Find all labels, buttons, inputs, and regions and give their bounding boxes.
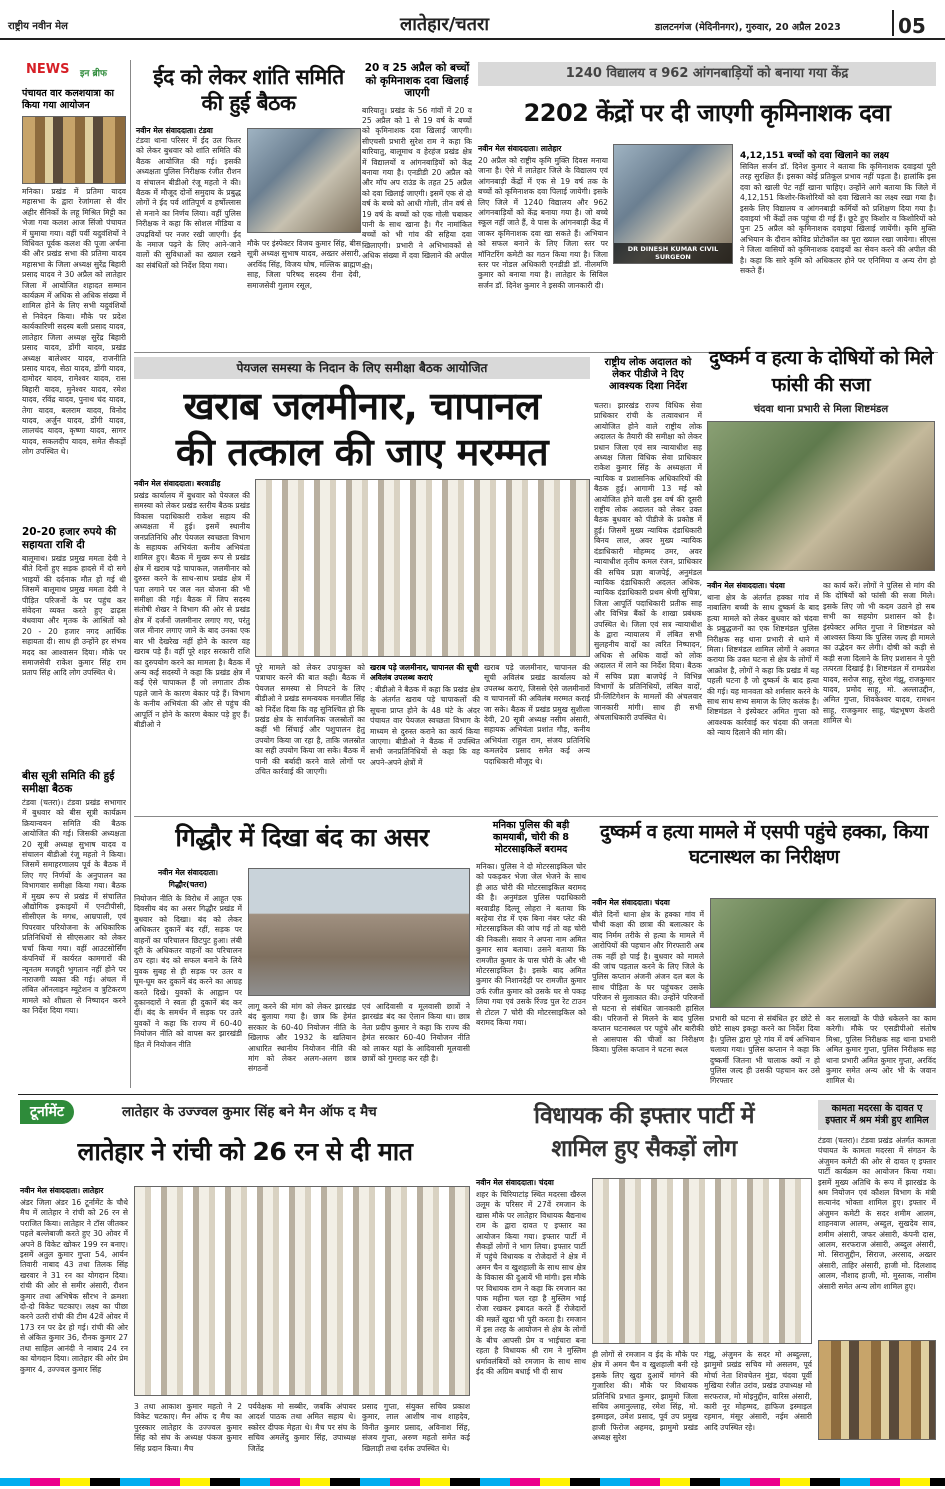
deworm-small-headline: 20 व 25 अप्रैल को बच्चों को कृमिनाशक दवा खिलाई जाएगी xyxy=(364,62,470,99)
sp-visit-photo xyxy=(710,898,936,1008)
death-sentence-body: थाना क्षेत्र के अंतर्गत हक्का गांव में नाबालिग बच्ची के साथ दुष्कर्म के बाद हत्या मामले को लेकर बुधवार को चंदवा के प्रबुद्धजनों का एक शिष्टमंडल पुलिस निरीक्षक सह थाना प्रभारी से थाने में मिला। शिष्टमंडल शामिल लोगों ने अवगत कराया कि उक्त घटना से क्षेत्र के लोगों में आक्रोश है, लोगों ने कहा कि प्रखंड में यह पहली घटना है जो दुष्कर्म के बाद हत्या की गई। यह मानवता को शर्मसार करने के साथ साथ सभ्य समाज के लिए कलंक है। शिष्टमंडल ने इंस्पेक्टर अमित गुप्ता को आवश्यक कार्रवाई कर चंदवा की जनता को न्याय दिलाने की मांग की। xyxy=(707,593,819,738)
death-sentence-byline: नवीन मेल संवाददाता। चंदवा xyxy=(707,581,785,590)
manika-story xyxy=(476,820,586,1088)
sp-visit-body: बीते दिनों थाना क्षेत्र के हक्का गांव में चौथी कक्षा की छात्रा की बलात्कार के बाद निर्मम तरीके से हत्या के मामले में आरोपियों की पहचान और गिरफ्तारी अब तक नहीं हो पाई है। बुधवार को मामले की जांच पड़ताल करने के लिए जिले के पुलिस कप्तान अंजनी अंजन दल बल के साथ पीड़िता के घर पहुंचकर उसके परिजन से मुलाकात की। उन्होंने परिजनों से घटना से संबंधित जानकारी हासिल की। परिजनों से मिलने के बाद पुलिस कप्तान घटनास्थल पर पहुंचे और बारीकी से आसपास की चीजों का निरीक्षण किया। पुलिस कप्तान ने घटना स्थल xyxy=(592,910,704,1055)
divider xyxy=(892,10,894,36)
paper-logo: राष्ट्रीय नवीन मेल xyxy=(8,21,68,32)
water-byline: नवीन मेल संवाददाता। बरवाडीह xyxy=(134,479,221,488)
death-sentence-subhead: चंदवा थाना प्रभारी से मिला शिष्टमंडल xyxy=(753,404,889,415)
brief1-headline: पंचायत वार कलशयात्रा का किया गया आयोजन xyxy=(22,88,114,111)
iftar-headline-2: शामिल हुए सैकड़ों लोग xyxy=(551,1136,737,1162)
tournament-body3: पर्यवेक्षक मो सब्बीर, जबकि अंपायर आदर्श पाठक तथा अमित सहाय थे। स्कोरर दीपक मेहता थे। मैच पर संघ के सचिव अमलेंदु कुमार सिंह, उपाध्यक्ष जितेंद्र xyxy=(248,1402,356,1453)
lead-body: 20 अप्रैल को राष्ट्रीय कृमि मुक्ति दिवस मनाया जाना है। ऐसे में लातेहार जिले के विद्यालय एवं आंगनबाड़ी केंद्रों में एक से 19 वर्ष तक के बच्चों को कृमिनाशक दवा पिलाई जायेगी। इसके लिए जिले में 1240 विद्यालय और 962 आंगनबाड़ियों को केंद्र बनाया गया है। जो बच्चे स्कूल नहीं जाते हैं, वे पास के आंगनबाड़ी केंद्र में जाकर कृमिनाशक दवा खा सकते हैं। अभियान को सफल बनाने के लिए जिला स्तर पर मॉनिटरिंग कमेटी का गठन किया गया है। जिला स्तर पर नोडल अधिकारी एनडीडी डॉ. नीलमणि कुमार को बनाया गया है। लातेहार के सिविल सर्जन डॉ. दिनेश कुमार ने इसकी जानकारी दी। xyxy=(478,156,608,290)
minister-body: टंडवा (चतरा)। टंडवा प्रखंड अंतर्गत कामता पंचायत के कामता मदरसा में संगठन के अंजुमन कमेटी की ओर से दावत ए इफ्तार पार्टी कार्यक्रम का आयोजन किया गया। इसमें मुख्य अतिथि के रूप में झारखंड के श्रम नियोजन एवं कौशल विभाग के मंत्री सत्यानंद भोक्ता शामिल हुए। इफ्तार में अंजुमन कमेटी के सदर शमीम आलम, शाहनवाज आलम, अब्दुल, सुखदेव साव, शमीम अंसारी, जफर अंसारी, कंपनी दास, आलम, सरफराज अंसारी, अब्दुल अंसारी, मो. सिराजुद्दीन, सिराज, अरसाद, अख्तर अंसारी, ताहिर अंसारी, हाजी मो. दिलशाद आलम, नौशाद हाजी, मो. मुस्ताक, नासीम अंसारी समेत अन्य लोग शामिल हुए। xyxy=(818,1136,936,1291)
eid-body: टंडवा थाना परिसर में ईद उल फितर को लेकर बुधवार को शांति समिति की बैठक आयोजित की गई। इसकी अध्यक्षता पुलिस निरीक्षक रंजीत रौशन व संचालन बीडीओ रंजू महतो ने की। बैठक में मौजूद दोनों समुदाय के प्रबुद्ध लोगों ने ईद पर्व शांतिपूर्ण व हर्षोल्लास से मनाने का निर्णय लिया। वहीं पुलिस निरीक्षक ने कहा कि सोशल मीडिया व उपद्रवियों पर नजर रखी जाएगी। ईद के नमाज पढ़ने के लिए आने-जाने वालों की सुविधाओं का ख्याल रखने का संबंधितों को निर्देश दिया गया। xyxy=(136,136,241,270)
brief2-body: बालूमाथ। प्रखंड प्रमुख ममता देवी ने बीते दिनों हुए सड़क हादसे में दो सगे भाइयों की दर्दनाक मौत हो गई थी जिसमें बालूमाथ प्रमुख ममता देवी ने पीड़ित परिजनों के घर पहुंच कर संवेदना व्यक्त करते हुए ढाढ़स बंधवाया और मृतक के आश्रितों को 20 - 20 हजार नगद आर्थिक सहायता दी। साथ ही उन्होंने हर संभव मदद का आश्वासन दिया। मौके पर समाजसेवी राकेश कुमार सिंह राम प्रताप सिंह आदि लोग उपस्थित थे। xyxy=(22,554,126,678)
water-headline-1: खराब जलमीनार, चापानल xyxy=(183,384,541,428)
lok-adalat-headline: राष्ट्रीय लोक अदालत को लेकर पीडीजे ने दिए आवश्यक दिशा निर्देश xyxy=(604,357,692,392)
eid-story xyxy=(136,62,361,348)
water-body4: खराब पड़े जलमीनार, चापानल की सूची अविलंब प्रखंड कार्यालय को उपलब्ध कराएं, जिससे ऐसे जलमीनारों व चापानलों की अविलंब मरम्मत कराई जा सके। बैठक में प्रखंड प्रमुख सुशीला देवी, 20 सूत्री अध्यक्ष नसीम अंसारी, सहायक अभियंता प्रशांत गौड़, कनीय अभियंता राहुल राम, संजय प्रतिनिधि कमलदेव प्रसाद समेत कई अन्य पदाधिकारी मौजूद थे। xyxy=(484,663,590,766)
news-logo-text: NEWS xyxy=(26,62,70,77)
lok-adalat-story xyxy=(594,357,702,811)
death-sentence-photo xyxy=(707,421,935,571)
iftar-body: शहर के चिरियाटांड़ स्थित मदरसा खैरुल उलूम के परिसर में 27वें रमजान के खास मौके पर लातेहार विधायक बैद्यनाथ राम के द्वारा दावत ए इफ्तार का आयोजन किया गया। इफ्तार पार्टी में सैकड़ों लोगों ने भाग लिया। इफ्तार पार्टी में पहुंचे विधायक व रोजेदारों ने क्षेत्र में अमन चैन व खुशहाली के साथ साथ क्षेत्र के विकास की दुआयें भी मांगी। इस मौके पर विधायक राम ने कहा कि रमजान का पाक महीना चल रहा है मुस्लिम भाई रोजा रखकर इबादत करते हैं रोजेदारों की मन्नतें खुदा भी पूरी करता है। रमजान में इस तरह के आयोजन से क्षेत्र के लोगों के बीच आपसी प्रेम व भाईचारा बना रहता है विधायक श्री राम ने मुस्लिम धर्मावलंबियों को रमजान के साथ साथ ईद की अग्रिम बधाई भी दी साथ xyxy=(476,1190,586,1376)
eid-body2: मौके पर इंस्पेक्टर विजय कुमार सिंह, बीस सूत्री अध्यक्ष सुभाष यादव, अख्तर अंसारी, अरविंद सिंह, विजय घोष, मल्लिक ब्राह्मण साह, जिला परिषद सदस्य रीना देवी, समाजसेवी गुलाम रसूल, xyxy=(247,239,361,290)
news-logo-sub: इन ब्रीफ xyxy=(80,69,107,79)
water-headline-2: की तत्काल की जाए मरम्मत xyxy=(175,430,549,474)
iftar-photo xyxy=(592,1178,812,1344)
tournament-body: अंडर जिला अंडर 16 टूर्नामेंट के चौथे मैच में लातेहार ने रांची को 26 रन से पराजित किया। लातेहार ने टॉस जीतकर पहले बल्लेबाजी करते हुए 30 ओवर में अपने 8 विकेट खोकर 199 रन बनाए। इसमें अतुल कुमार गुप्ता 54, आर्यन तिवारी नाबाद 43 तथा तिलक सिंह खरवार ने 31 रन का योगदान दिया। रांची की ओर से समीर अंसारी, रौशन कुमार तथा अभिषेक सौरभ ने क्रमशः दो-दो विकेट चटकाए। लक्ष्य का पीछा करने उतरी रांची की टीम 42वें ओवर में 173 रन पर ढेर हो गई। रांची की ओर से अंकित कुमार 36, रौनक कुमार 27 तथा साहिल आनंदी ने नाबाद 24 रन का योगदान दिया। लातेहार की ओर प्रेम कुमार 4, उज्ज्वल कुमार सिंह xyxy=(20,1198,128,1374)
giddhaur-photo xyxy=(248,868,470,996)
sp-visit-body3: कर सलाखों के पीछे धकेलने का काम करेगी। मौके पर एसडीपीओ संतोष मिश्रा, पुलिस निरीक्षक सह थाना प्रभारी अमित कुमार गुप्ता, पुलिस निरीक्षक सह थाना प्रभारी अमित कुमार गुप्ता, अरविंद कुमार समेत अन्य ओर भी के जवान शामिल थे। xyxy=(826,1014,936,1086)
giddhaur-story xyxy=(134,820,470,1088)
row-divider xyxy=(18,1094,938,1095)
manika-headline: मनिका पुलिस की बड़ी कामयाबी, चोरी की 8 मोटरसाइकिलें बरामद xyxy=(492,820,570,855)
lead-kicker: 1240 विद्यालय व 962 आंगनबाड़ियों को बनाया गया केंद्र xyxy=(478,62,936,86)
water-kicker: पेयजल समस्या के निदान के लिए समीक्षा बैठक आयोजित xyxy=(134,357,590,379)
tournament-tag: टूर्नामेंट xyxy=(20,1100,74,1124)
dateline: डालटनगंज (मेदिनीनगर), गुरुवार, 20 अप्रैल 2023 xyxy=(655,22,841,33)
section-title: लातेहार/चतरा xyxy=(400,14,489,35)
giddhaur-byline-place: गिद्धौर(चतरा) xyxy=(168,880,208,889)
page-number: 05 xyxy=(898,14,926,38)
water-story xyxy=(134,357,590,811)
iftar-body3: गंझू, अंजुमन के सदर मो अब्दुल्ला, झामुमो प्रखंड सचिव मो असलम, पूर्व मोर्चा नेता शिवचेतन मुंडा, चंदवा पूर्वी मुखिया रंजीत उरांव, प्रखंड उपाध्यक्ष मो सरफराज, मो मोइनुद्दीन, वारिस अंसारी, कारी नूर मोहम्मद, हाफिज इस्माइल रहमान, मंसूर अंसारी, नईम अंसारी आदि उपस्थित रहे। xyxy=(704,1350,812,1432)
iftar-headline-1: विधायक की इफ्तार पार्टी में xyxy=(534,1103,754,1129)
lead-body2: सिविल सर्जन डॉ. दिनेश कुमार ने बताया कि कृमिनाशक दवाइयां पूरी तरह सुरक्षित हैं। इसका कोई प्रतिकूल प्रभाव नहीं पड़ता है। हालांकि इस दवा को खाली पेट नहीं खाना चाहिए। उन्होंने आगे बताया कि जिले में 4,12,151 किशोर-किशोरियों को दवा खिलाने का लक्ष्य रखा गया है। इसके लिए विद्यालय व आंगनबाड़ी कर्मियों को प्रशिक्षण दिया गया है। दवाइयां भी केंद्रों तक पहुंचा दी गई हैं। छूटे हुए किशोर व किशोरियों को पुनः 25 अप्रैल को कृमिनाशक दवाइयां खिलाई जायेंगी। कृमि मुक्ति अभियान के दौरान कोविड प्रोटोकॉल का पूरा ख्याल रखा जायेगा। सीएस ने जिला वासियों को कृमिनाशक दवाइयों का सेवन करने की अपील की है। कहा कि सारे कृमि को अधिकतर होने पर एनिमिया व अन्य रोग हो सकते हैं। xyxy=(740,162,936,276)
lead-story xyxy=(478,62,936,348)
eid-byline: नवीन मेल संवाददाता। टंडवा xyxy=(136,126,213,135)
tournament-headline: लातेहार ने रांची को 26 रन से दी मात xyxy=(77,1137,413,1166)
minister-headline: कामता मदरसा के दावत ए इफ्तार में श्रम मंत्री हुए शामिल xyxy=(818,1100,936,1130)
brief2-headline: 20-20 हजार रुपये की सहायता राशि दी xyxy=(22,526,117,551)
water-body3: : बीडीओ ने बैठक में कहा कि प्रखंड क्षेत्र के अंतर्गत खराब पड़े चापाकलों की सूचना प्राप्त होने के 48 घंटे के अंदर पंचायत वार पेयजल स्वच्छता विभाग के माध्यम से दुरुस्त कराने का कार्य किया जाएगा। बीडीओ ने बैठक में उपस्थित सभी जनप्रतिनिधियों से कहा कि वह अपने-अपने क्षेत्रों में xyxy=(370,685,480,767)
eid-photo xyxy=(247,128,361,233)
minister-photo xyxy=(818,1340,936,1440)
masthead xyxy=(0,0,945,40)
water-body2: पूरे मामले को लेकर उपायुक्त को पत्राचार करने की बात कही। बैठक में पेयजल समस्या से निपटने के लिए बीडीओ ने प्रखंड समन्वयक मनजीत सिंह को निर्देश दिया कि वह सुनिश्चित हो कि प्रखंड क्षेत्र के सार्वजनिक जलस्रोतों का कहीं भी सिंचाई और पशुपालन हेतु उपयोग किया जा रहा है, ताकि जलस्रोत का सही उपयोग किया जा सके। बैठक में पानी की बर्बादी करने वाले लोगों पर उचित कार्रवाई की जाएगी। xyxy=(255,663,365,777)
giddhaur-body2: लागू करने की मांग को लेकर झारखंड बंद बुलाया गया है। छात्र कि हेमंत सरकार के 60-40 नियोजन नीति के खिलाफ और 1932 के खतियान आधारित स्थानीय नियोजन नीति की मांग को लेकर अलग-अलग छात्र संगठनों xyxy=(248,1002,356,1074)
water-photo xyxy=(255,479,590,657)
giddhaur-body: नियोजन नीति के विरोध में आहूत एक दिवसीय बंद का असर गिद्धौर प्रखंड में बुधवार को दिखा। बंद को लेकर अधिकतर दुकानें बंद रहीं, सड़क पर वाहनों का परिचालन छिटपुट हुआ। लंबी दूरी के अधिकतर वाहनों का परिचालन ठप रहा। बंद को सफल बनाने के लिये युवक सुबह से ही सड़क पर उतर व घूम-घूम कर दुकानें बंद करने का आग्रह करते दिखे। युवकों के आह्वान पर दुकानदारों ने स्वतः ही दुकानें बंद कर दीं। बंद के समर्थन में सड़क पर उतरे युवकों ने कहा कि राज्य में 60-40 नियोजन नीति को वापस कर झारखंडी हित में नियोजन नीति xyxy=(134,894,242,1049)
brief3-headline: बीस सूत्री समिति की हुई समीक्षा बैठक xyxy=(22,770,115,795)
death-sentence-story xyxy=(707,345,935,811)
tournament-body2: 3 तथा आकाश कुमार महतो ने 2 विकेट चटकाए। मैन ऑफ द मैच का पुरस्कार लातेहार के उज्ज्वल कुमार सिंह को संघ के अध्यक्ष पंकज कुमार सिंह प्रदान किया। मैच xyxy=(134,1402,242,1453)
lead-byline: नवीन मेल संवाददाता। लातेहार xyxy=(478,144,562,153)
deworm-small-body: बारियातु। प्रखंड के 56 गांवों में 20 व 25 अप्रैल को 1 से 19 वर्ष के बच्चों को कृमिनाशक दवा खिलाई जाएगी। सीएचसी प्रभारी सुरेश राम ने कहा कि बारियातु, बालूमाथ व हेरहंज प्रखंड क्षेत्र में विद्यालयों व आंगनबाड़ियों को केंद्र बनाया गया है। एनडीडी 20 अप्रैल को और मॉप अप राउंड के तहत 25 अप्रैल को दवा खिलाई जाएगी। इसमें एक से दो वर्ष के बच्चे को आधी गोली, तीन वर्ष से 19 वर्ष के बच्चों को एक गोली चबाकर पानी के साथ खाना है। गैर नामांकित बच्चों को भी गांव की सहिया दवा खिलाएगी। प्रभारी ने अभिभावकों से अधिक संख्या में दवा खिलाने की अपील की। xyxy=(362,105,472,271)
giddhaur-headline: गिद्धौर में दिखा बंद का असर xyxy=(175,823,429,852)
tournament-byline: नवीन मेल संवाददाता। लातेहार xyxy=(20,1186,104,1195)
death-sentence-headline: दुष्कर्म व हत्या के दोषियों को मिले फांसी की सजा xyxy=(709,347,933,396)
news-brief-column xyxy=(22,62,126,1087)
sp-visit-story xyxy=(592,820,936,1088)
giddhaur-byline: नवीन मेल संवाददाता। xyxy=(157,868,219,877)
brief1-body: मनिका। प्रखंड में प्रतिमा यादव महासभा के द्वारा रेजांगला से वीर अहीर सैनिकों के लहू मिश्रित मिट्टी का भेजा गया कलश आज सिंजो पंचायत में घुमाया गया। वहीं पर्वी यदुवंशियों ने विधिवत पूर्वक कलश की पूजा अर्चना की और प्रखंड सभा की प्रतिमा यादव महासभा के जिला अध्यक्ष सुरेंद्र बिहारी प्रसाद यादव ने 30 अप्रैल को लातेहार जिला में आयोजित शहादत सम्मान कार्यक्रम में अधिक से अधिक संख्या में शामिल होने के लिए सभी यदुवंशियों से निवेदन किया। मौके पर प्रदेश कार्यकारिणी सदस्य बली प्रसाद यादव, लातेहार जिला अध्यक्ष सुरेंद्र बिहारी प्रसाद यादव, डोंगी यादव, प्रखंड अध्यक्ष बालेश्वर यादव, राजनीति प्रसाद यादव, सेठा यादव, डोंगी यादव, दामोदर यादव, रामेश्वर यादव, रास बिहारी यादव, मुनेश्वर यादव, रमेश यादव, रविंद्र यादव, पुनाथ चंद यादव, तेगा यादव, बलराम यादव, विनोद यादव, अर्जुन यादव, डोंगी यादव, लालचंद यादव, कृष्णा यादव, सागर यादव, सकलदीप यादव, समेत सैकड़ों लोग उपस्थित थे। xyxy=(22,187,126,457)
sp-visit-byline: नवीन मेल संवाददाता। चंदवा xyxy=(592,898,670,907)
lead-subhead: 4,12,151 बच्चों को दवा खिलाने का लक्ष्य xyxy=(740,151,889,161)
iftar-byline: नवीन मेल संवाददाता। चंदवा xyxy=(476,1178,554,1187)
water-photo-caption: खराब पड़े जलमीनार, चापानल की सूची अविलंब उपलब्ध कराएं xyxy=(370,663,479,682)
brief1-photo xyxy=(22,116,126,184)
tournament-photo xyxy=(134,1186,470,1396)
deworm-small-story xyxy=(362,62,472,348)
news-brief-logo xyxy=(22,62,126,84)
lead-headline: 2202 केंद्रों पर दी जाएगी कृमिनाशक दवा xyxy=(523,99,891,127)
manika-body: मनिका। पुलिस ने दो मोटरसाइकिल चोर को पकड़कर भेजा जेल भेजने के साथ ही आठ चोरी की मोटरसाइकिल बरामद की है। अनुमंडल पुलिस पदाधिकारी बरवाडीह दिल्लू लोहरा ने बताया कि बरहेया रोड में एक बिना नंबर प्लेट की मोटरसाइकिल की जांच गई तो वह चोरी की निकली। सवार ने अपना नाम अमित कुमार साव बताया। उसने बताया कि रामजीत कुमार के पास चोरी के और भी मोटरसाइकिल है। इसके बाद अमित कुमार की निशानदेही पर रामजीत कुमार उर्फ रंजीत कुमार को उसके घर से पकड़ लिया गया एवं उसके रिंज्ड पुल रेट टाउन से टोटल 7 चोरी की मोटरसाइकिल को बरामद किया गया। xyxy=(476,862,586,1028)
eid-headline: ईद को लेकर शांति समिति की हुई बैठक xyxy=(153,65,344,115)
tournament-band xyxy=(20,1100,470,1124)
lead-photo-caption: DR DINESH KUMAR CIVIL SURGEON xyxy=(614,243,732,263)
sp-visit-body2: प्रभारी को घटना से संबंधित हर छोटे से छोटे साक्ष्य इकट्ठा करने का निर्देश दिया है। पुलिस द्वारा पूरे गांव में वर्ष अभियान चलाया गया। पुलिस कप्तान ने कहा कि दुष्कर्मी जितना भी चालाक क्यों न हो पुलिस जल्द ही उसकी पहचान कर उसे गिरफ्तार xyxy=(710,1014,820,1086)
minister-story xyxy=(818,1100,936,1472)
tournament-body4: प्रसाद गुप्ता, संयुक्त सचिव प्रकाश कुमार, लाल आशीष नाथ शाहदेव, विनीत कुमार प्रसाद, अविनाश सिंह, संजय गुप्ता, अरुण महतो समेत कई खिलाड़ी तथा दर्शक उपस्थित थे। xyxy=(362,1402,470,1453)
sp-visit-headline: दुष्कर्म व हत्या मामले में एसपी पहुंचे हक्का, किया घटनास्थल का निरीक्षण xyxy=(600,821,928,868)
print-color-bar xyxy=(0,1478,945,1486)
brief3-body: टंडवा (चतरा)। टंडवा प्रखंड सभागार में बुधवार को बीस सूत्री कार्यक्रम क्रियान्वयन समिति की बैठक आयोजित की गई। जिसकी अध्यक्षता 20 सूत्री अध्यक्ष सुभाष यादव व संचालन बीडीओ रंजू महतो ने किया। जिसमें समाहरणालय पूर्व के बैठक में लिए गए निर्णयों के अनुपालन का विभागवार समीक्षा किया गया। बैठक में मुख्य रूप से प्रखंड में संचालित औद्योगिक इकाइयों में एनटीपीसी, सीसीएल के मगध, आम्रपाली, एवं पिपरवार परियोजना के अधिकारिक प्रतिनिधियों से सीएसआर को लेकर चर्चा किया गया। वहीं आउटसोर्सिंग कंपनियों में कार्यरत कामगारों की न्यूनतम मजदूरी भुगतान नहीं होने पर नाराजगी व्यक्त की गई। अंचल में लंबित ऑनलाइन म्यूटेशन व त्रुटिकरण मामले को शीघ्रता से निष्पादन करने का निर्देश दिया गया। xyxy=(22,798,126,1016)
lok-adalat-body: चतरा। झारखंड राज्य विधिक सेवा प्राधिकार रांची के तत्वावधान में आयोजित होने वाले राष्ट्रीय लोक अदालत के तैयारी की समीक्षा को लेकर प्रधान जिला एवं सत्र न्यायाधीश सह अध्यक्ष जिला विधिक सेवा प्राधिकार राकेश कुमार सिंह के अध्यक्षता में न्यायिक व प्रशासनिक अधिकारियों की बैठक हुई। आगामी 13 मई को आयोजित होने वाली इस वर्ष की दूसरी राष्ट्रीय लोक अदालत को लेकर उक्त बैठक बुधवार को पीडीजे के प्रकोष्ठ में हुई। जिसमें मुख्य न्यायिक दंडाधिकारी बिनय लाल, अवर मुख्य न्यायिक दंडाधिकारी मोहम्मद उमर, अवर न्यायाधीश तृतीय कमल रंजन, प्राधिकार की सचिव प्रज्ञा बाजपेई, अनुमंडल न्यायिक दंडाधिकारी अदलत अधिक, न्यायिक दंडाधिकारी प्रथम श्रेणी सुचित्रा, जिला आपूर्ति पदाधिकारी प्रतीक साह और विभिन्न बैंकों के शाखा प्रबंधक उपस्थित थे। जिला एवं सत्र न्यायाधीश के द्वारा न्यायालय में लंबित सभी सुलहनीय वादों का त्वरित निष्पादन, अधिक से अधिक वादों को लोक अदालत में लाने का निर्देश दिया। बैठक में सचिव प्रज्ञा बाजपेई ने विभिन्न विभागों के प्रतिनिधियों, लंबित वादों, प्री-लिटिगेशन के मामलों की अंचलवार जानकारी मांगी। साथ ही सभी अंचलाधिकारी उपस्थित थे। xyxy=(594,401,702,723)
water-body: प्रखंड कार्यालय में बुधवार को पेयजल की समस्या को लेकर प्रखंड स्तरीय बैठक प्रखंड विकास पदाधिकारी राकेश सहाय की अध्यक्षता में हुई। इसमें स्थानीय जनप्रतिनिधि और पेयजल स्वच्छता विभाग के सहायक अभियंता कनीय अभियंता शामिल हुए। बैठक में मुख्य रूप से प्रखंड क्षेत्र में खराब पड़े चापाकल, जलमीनार को दुरुस्त करने के साथ-साथ प्रखंड क्षेत्र में पता लगाने पर जल नल योजना की भी समीक्षा की गई। बैठक में जिप सदस्य संतोषी शेखर ने विभाग की ओर से प्रखंड क्षेत्र में दर्जनों जलमीनार लगाए गए, परंतु जल मीनार लगाए जाने के बाद उनका एक बार भी देखरेख नहीं होने के कारण वह खराब पड़े हैं। वहीं पूरे शहर सरकारी राशि का दुरुपयोग करने का मामला है। बैठक में अन्य कई सदस्यों ने कहा कि प्रखंड क्षेत्र में कई ऐसे चापाकल हैं जो लगातार ठीक पहले जाने के कारण बेकार पड़े हैं। विभाग के कनीय अभियंता की ओर से पहुंच की आपूर्ति न होने के कारण बेकार पड़े हुए हैं। बीडीओ ने xyxy=(134,491,250,729)
tournament-kicker: लातेहार के उज्ज्वल कुमार सिंह बने मैन ऑफ द मैच xyxy=(122,1104,377,1120)
iftar-story xyxy=(476,1100,812,1472)
column-divider xyxy=(130,60,131,1088)
tournament-story xyxy=(20,1100,470,1472)
iftar-body2: ही लोगों से रमजान व ईद के मौके पर क्षेत्र में अमन चैन व खुशहाली बनी रहे इसके लिए खुदा दुआयें मांगने की गुजारिश की। मौके पर विधायक प्रतिनिधि प्रभात कुमार, झामुमो जिला सचिव अमानुल्लाह, रमेश सिंह, मो. इस्माइल, उमेश प्रसाद, पूर्व उप प्रमुख हाजी फिरोज अहमद, झामुमो प्रखंड अध्यक्ष सुरेश xyxy=(592,1350,698,1443)
lead-photo xyxy=(613,144,733,264)
row-divider xyxy=(134,816,938,817)
death-sentence-body2: का कार्य करें। लोगों ने पुलिस से मांग की कि दोषियों को फांसी की सजा मिले। इसके लिए जो भी कदम उठाने हो सब सभी का सहयोग प्रशासन को है। इंस्पेक्टर अमित गुप्ता ने शिष्टमंडल को आश्वस्त किया कि पुलिस जल्द ही मामले का उद्भेदन कर लेगी। दोषी को कड़ी से कड़ी सजा दिलाने के लिए प्रशासन ने पूरी तत्परता दिखाई है। शिष्टमंडल में रामप्रवेश यादव, सरोज साहू, सुरेश गंझू, राजकुमार यादव, प्रमोद साहू, मो. अल्लाउद्दीन, अमित गुप्ता, शिवकेश्वर यादव, रामधन साहू, राजकुमार साहू, चंद्रभूषण केशरी शामिल थे। xyxy=(823,581,935,726)
giddhaur-body3: एवं आदिवासी व मूलवासी छात्रों ने झारखंड बंद का ऐलान किया था। छात्र नेता प्रदीप कुमार ने कहा कि राज्य की हेमंत सरकार 60-40 नियोजन नीति को लाकर यहां के आदिवासी मूलवासी छात्रों को गुमराह कर रही है। xyxy=(362,1002,470,1064)
